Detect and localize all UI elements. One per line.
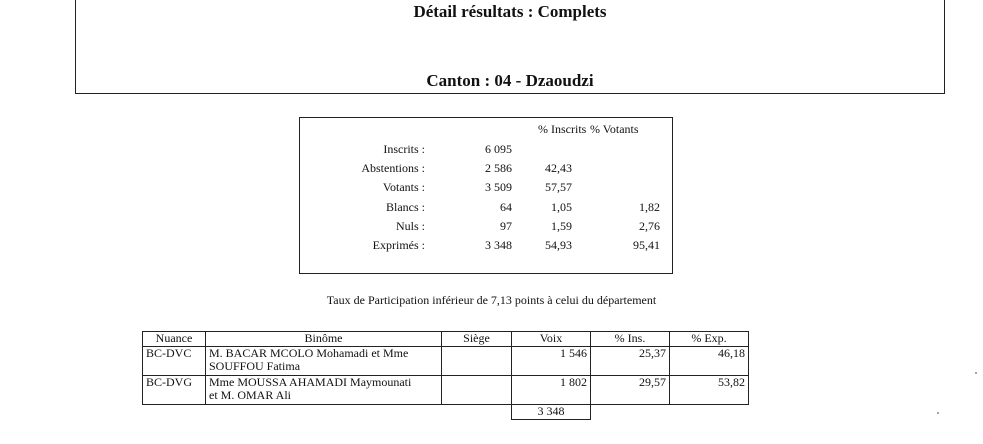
summary-value: 6 095 xyxy=(485,142,512,156)
total-row xyxy=(143,405,749,420)
binome-line: et M. OMAR Ali xyxy=(209,388,292,402)
cell-nuance: BC-DVG xyxy=(143,376,206,405)
cell-pct-exp: 53,82 xyxy=(670,376,749,405)
participation-note: Taux de Participation inférieur de 7,13 points à celui du département xyxy=(326,293,657,307)
cell-nuance: BC-DVC xyxy=(143,347,206,376)
total-spacer xyxy=(442,405,512,420)
header-nuance: Nuance xyxy=(143,332,206,347)
cell-binome xyxy=(206,376,442,405)
summary-value: 3 509 xyxy=(485,180,512,194)
summary-value: 3 348 xyxy=(485,238,512,252)
cell-pct-ins: 29,57 xyxy=(591,376,670,405)
col-pct-votants: % Votants xyxy=(590,122,639,136)
summary-pct-inscrits: 57,57 xyxy=(545,180,572,194)
summary-pct-inscrits: 42,43 xyxy=(545,161,572,175)
col-pct-inscrits: % Inscrits xyxy=(538,122,587,136)
binome-line: Mme MOUSSA AHAMADI Maymounati xyxy=(209,375,412,389)
header-siege: Siège xyxy=(442,332,512,347)
summary-pct-votants: 2,76 xyxy=(639,219,660,233)
cell-pct-exp: 46,18 xyxy=(670,347,749,376)
cell-siege xyxy=(442,376,512,405)
total-spacer xyxy=(206,405,442,420)
summary-box xyxy=(299,117,673,274)
cell-binome xyxy=(206,347,442,376)
header-box xyxy=(75,0,945,94)
total-voix: 3 348 xyxy=(512,405,591,420)
summary-row-exprimes xyxy=(300,238,672,256)
summary-row-blancs xyxy=(300,200,672,218)
summary-label: Exprimés : xyxy=(372,238,425,252)
cell-pct-ins: 25,37 xyxy=(591,347,670,376)
summary-value: 64 xyxy=(500,200,512,214)
header-pct-exp: % Exp. xyxy=(670,332,749,347)
summary-row-abstentions xyxy=(300,161,672,179)
total-spacer xyxy=(670,405,749,420)
summary-row-inscrits xyxy=(300,142,672,160)
header-voix: Voix xyxy=(512,332,591,347)
summary-label: Abstentions : xyxy=(361,161,425,175)
total-spacer xyxy=(591,405,670,420)
scan-speck xyxy=(975,372,977,374)
canton-title: Canton : 04 - Dzaoudzi xyxy=(426,71,594,90)
binome-line: SOUFFOU Fatima xyxy=(209,359,301,373)
summary-value: 2 586 xyxy=(485,161,512,175)
scan-speck xyxy=(937,412,939,414)
summary-pct-inscrits: 54,93 xyxy=(545,238,572,252)
summary-row-votants xyxy=(300,180,672,198)
summary-label: Inscrits : xyxy=(383,142,425,156)
summary-header-row xyxy=(300,122,672,140)
header-binome: Binôme xyxy=(206,332,442,347)
summary-pct-votants: 95,41 xyxy=(633,238,660,252)
total-spacer xyxy=(143,405,206,420)
summary-label: Votants : xyxy=(382,180,425,194)
header-pct-ins: % Ins. xyxy=(591,332,670,347)
results-table xyxy=(142,331,749,420)
cell-voix: 1 546 xyxy=(512,347,591,376)
cell-siege xyxy=(442,347,512,376)
summary-pct-inscrits: 1,59 xyxy=(551,219,572,233)
summary-row-nuls xyxy=(300,219,672,237)
summary-label: Blancs : xyxy=(386,200,425,214)
summary-pct-votants: 1,82 xyxy=(639,200,660,214)
table-row xyxy=(143,347,749,376)
cell-voix: 1 802 xyxy=(512,376,591,405)
binome-line: M. BACAR MCOLO Mohamadi et Mme xyxy=(209,346,409,360)
page-title: Détail résultats : Complets xyxy=(413,2,607,21)
table-row xyxy=(143,376,749,405)
summary-value: 97 xyxy=(500,219,512,233)
results-header-row xyxy=(143,332,749,347)
summary-pct-inscrits: 1,05 xyxy=(551,200,572,214)
summary-label: Nuls : xyxy=(395,219,425,233)
